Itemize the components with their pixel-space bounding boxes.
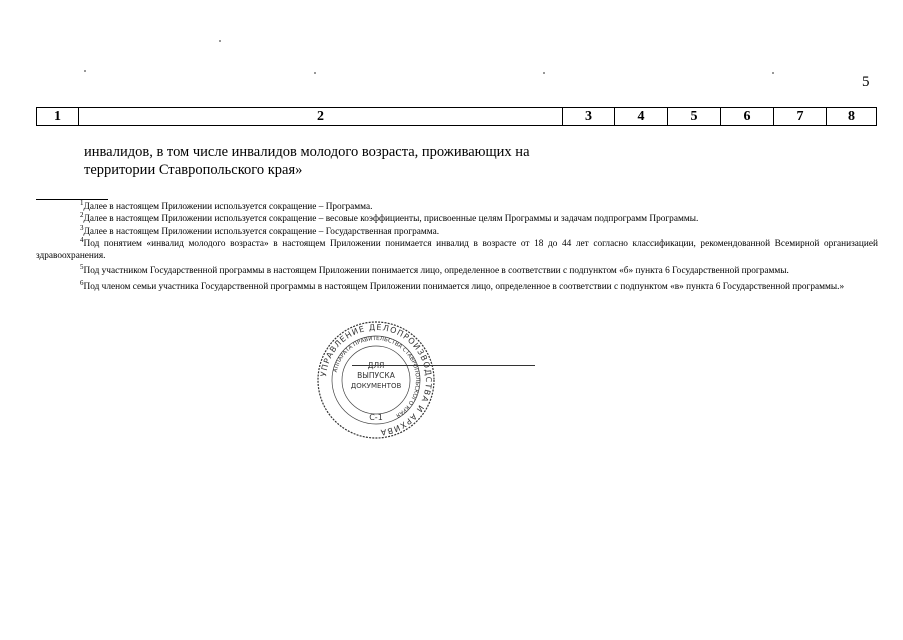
footnote xyxy=(36,265,878,277)
footnotes xyxy=(36,201,878,293)
body-text xyxy=(84,143,604,179)
footnote-mark: 3 xyxy=(80,223,84,232)
footnote-separator xyxy=(36,199,108,200)
footnote-text: Под участником Государственной программы в настоящем Приложении понимается лицо, определенное в соответствии с подпунктом «б» пункта 6 Государственной программы. xyxy=(83,266,789,277)
footnote-mark: 4 xyxy=(80,235,84,244)
scan-speck xyxy=(219,40,221,42)
footnote-text: Далее в настоящем Приложении используется сокращение – Государственная программа. xyxy=(83,226,440,237)
column-number: 6 xyxy=(721,108,774,126)
stamp-inner-text: АППАРАТА ПРАВИТЕЛЬСТВА СТАВРОПОЛЬСКОГО КРАЯ xyxy=(332,335,421,419)
page-number: 5 xyxy=(862,74,870,90)
column-number: 4 xyxy=(615,108,668,126)
footnote-mark: 1 xyxy=(80,199,84,207)
column-number: 7 xyxy=(774,108,827,126)
stamp-center-line: ВЫПУСКА xyxy=(357,371,395,380)
column-number: 1 xyxy=(37,108,79,126)
scan-speck xyxy=(314,72,316,74)
footnote-mark: 5 xyxy=(80,263,84,272)
column-number: 3 xyxy=(563,108,615,126)
footnote xyxy=(36,213,878,225)
body-text-line: инвалидов, в том числе инвалидов молодого возраста, проживающих на xyxy=(84,144,530,160)
scan-speck xyxy=(84,70,86,72)
official-stamp xyxy=(316,320,436,440)
signature-line xyxy=(352,365,535,366)
footnote xyxy=(36,201,878,213)
column-number: 5 xyxy=(668,108,721,126)
column-number: 2 xyxy=(79,108,563,126)
footnote xyxy=(36,223,878,238)
footnote-mark: 6 xyxy=(80,278,84,287)
stamp-inner-border xyxy=(342,346,410,414)
footnote-text: Под членом семьи участника Государственной программы в настоящем Приложении понимается лицо, определенное в соответствии с подпунктом «в» пункта 6 Государственной программы.» xyxy=(83,281,845,292)
footnote-text: Под понятием «инвалид молодого возраста» в настоящем Приложении понимается инвалид в возрасте от 18 до 44 лет согласно классификации, рекомендованной Всемирной организацией здравоохранения. xyxy=(36,238,878,262)
footnote-mark: 2 xyxy=(80,211,84,220)
footnote xyxy=(36,278,878,293)
scan-speck xyxy=(543,72,545,74)
column-number: 8 xyxy=(827,108,877,126)
stamp-code: С-1 xyxy=(369,413,383,422)
footnote-text: Далее в настоящем Приложении используется сокращение – Программа. xyxy=(83,202,373,212)
stamp-outer-text: УПРАВЛЕНИЕ ДЕЛОПРОИЗВОДСТВА И АРХИВА xyxy=(319,322,434,437)
scan-speck xyxy=(772,72,774,74)
stamp-center-line: ДЛЯ xyxy=(367,361,385,370)
body-text-line: территории Ставропольского края» xyxy=(84,162,303,178)
footnote xyxy=(36,235,878,263)
footnote-text: Далее в настоящем Приложении используется сокращение – весовые коэффициенты, присвоенные целям Программы и задачам подпрограмм Программы. xyxy=(83,214,699,225)
column-number-row xyxy=(36,107,877,126)
stamp-center-line: ДОКУМЕНТОВ xyxy=(350,382,402,390)
